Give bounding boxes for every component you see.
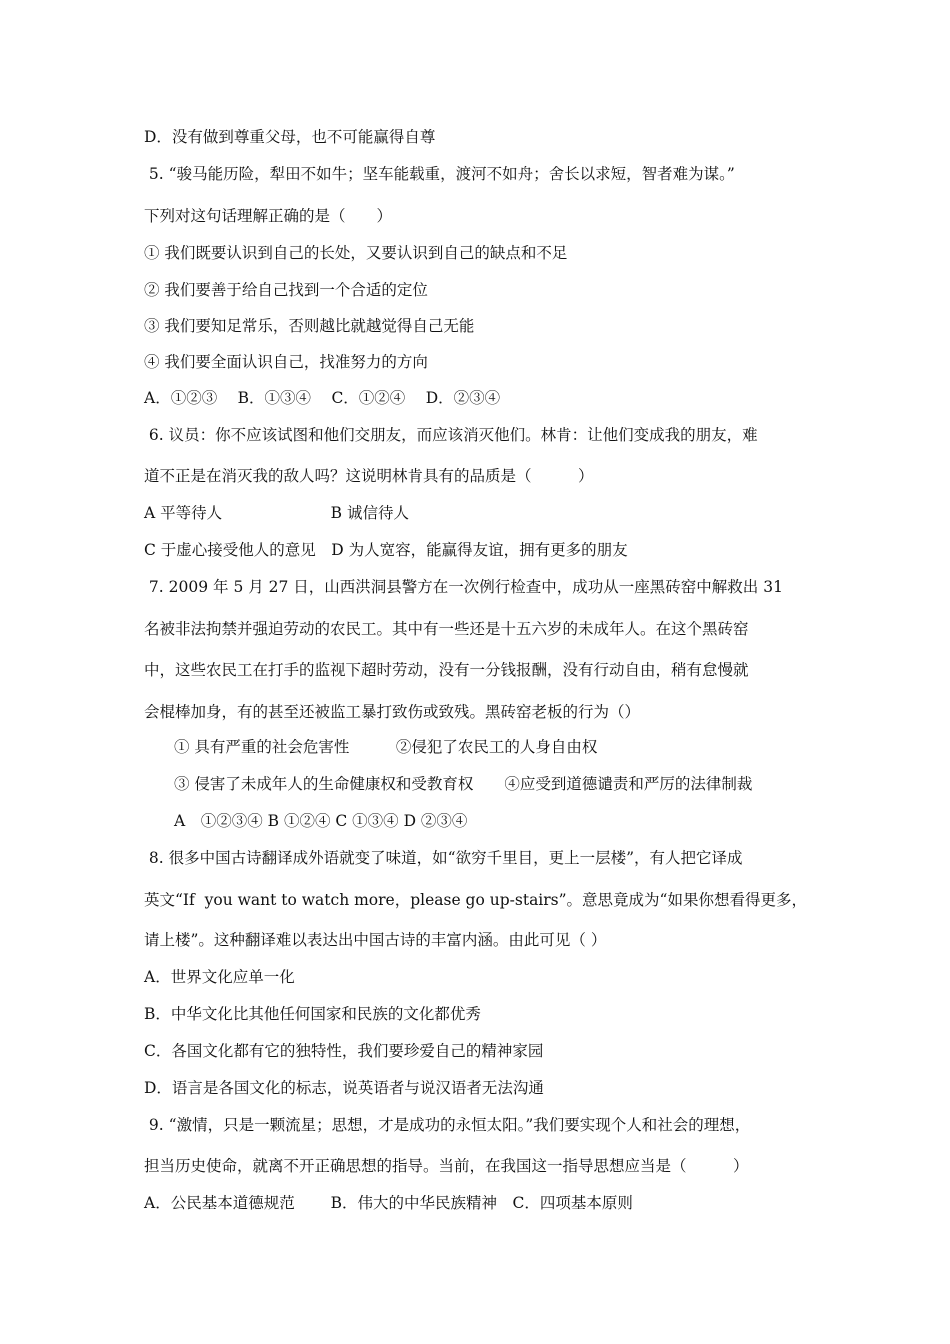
question-text-line: 道不正是在消灭我的敌人吗？这说明林肯具有的品质是（ ） (144, 467, 594, 485)
question-9-stem: 9. “激情，只是一颗流星；思想，才是成功的永恒太阳。”我们要实现个人和社会的理想， (144, 1116, 751, 1134)
question-8-stem: 8. 很多中国古诗翻译成外语就变了味道，如“欲穷千里目，更上一层楼”，有人把它译成 (144, 849, 743, 867)
option-line: A．世界文化应单一化 (144, 968, 295, 986)
option-line: D．没有做到尊重父母，也不可能赢得自尊 (144, 128, 436, 146)
question-7-stem: 7. 2009 年 5 月 27 日，山西洪洞县警方在一次例行检查中，成功从一座黑砖窑中解救出 31 (144, 578, 783, 596)
question-text-line: 下列对这句话理解正确的是（ ） (144, 207, 393, 225)
question-text-line: 英文“If you want to watch more，please go up-stairs”。意思竟成为“如果你想看得更多， (144, 891, 807, 909)
question-6-stem: 6. 议员：你不应该试图和他们交朋友，而应该消灭他们。林肯：让他们变成我的朋友，难 (144, 426, 758, 444)
option-line: D．语言是各国文化的标志，说英语者与说汉语者无法沟通 (144, 1079, 544, 1097)
options-line: C 于虚心接受他人的意见 D 为人宽容，能赢得友谊，拥有更多的朋友 (144, 541, 628, 559)
statement-line: ① 我们既要认识到自己的长处，又要认识到自己的缺点和不足 (144, 244, 568, 262)
statement-line: ① 具有严重的社会危害性 ②侵犯了农民工的人身自由权 (174, 738, 598, 756)
options-line: A 平等待人 B 诚信待人 (144, 504, 409, 522)
statement-line: ② 我们要善于给自己找到一个合适的定位 (144, 281, 428, 299)
question-text-line: 名被非法拘禁并强迫劳动的农民工。其中有一些还是十五六岁的未成年人。在这个黑砖窑 (144, 620, 749, 638)
options-line: A．①②③ B．①③④ C．①②④ D．②③④ (144, 389, 501, 407)
option-line: B．中华文化比其他任何国家和民族的文化都优秀 (144, 1005, 481, 1023)
statement-line: ③ 我们要知足常乐，否则越比就越觉得自己无能 (144, 317, 475, 335)
question-text-line: 中，这些农民工在打手的监视下超时劳动，没有一分钱报酬，没有行动自由，稍有怠慢就 (144, 661, 749, 679)
statement-line: ④ 我们要全面认识自己，找准努力的方向 (144, 353, 428, 371)
options-line: A．公民基本道德规范 B．伟大的中华民族精神 C．四项基本原则 (144, 1194, 633, 1212)
question-text-line: 请上楼”。这种翻译难以表达出中国古诗的丰富内涵。由此可见（ ） (144, 931, 607, 949)
option-line: C．各国文化都有它的独特性，我们要珍爱自己的精神家园 (144, 1042, 544, 1060)
options-line: A ①②③④ B ①②④ C ①③④ D ②③④ (174, 812, 468, 830)
statement-line: ③ 侵害了未成年人的生命健康权和受教育权 ④应受到道德谴责和严厉的法律制裁 (174, 775, 753, 793)
question-text-line: 担当历史使命，就离不开正确思想的指导。当前，在我国这一指导思想应当是（ ） (144, 1157, 749, 1175)
question-5-stem: 5. “骏马能历险，犁田不如牛；坚车能载重，渡河不如舟；舍长以求短，智者难为谋。” (144, 165, 735, 183)
question-text-line: 会棍棒加身，有的甚至还被监工暴打致伤或致残。黑砖窑老板的行为（） (144, 703, 641, 721)
